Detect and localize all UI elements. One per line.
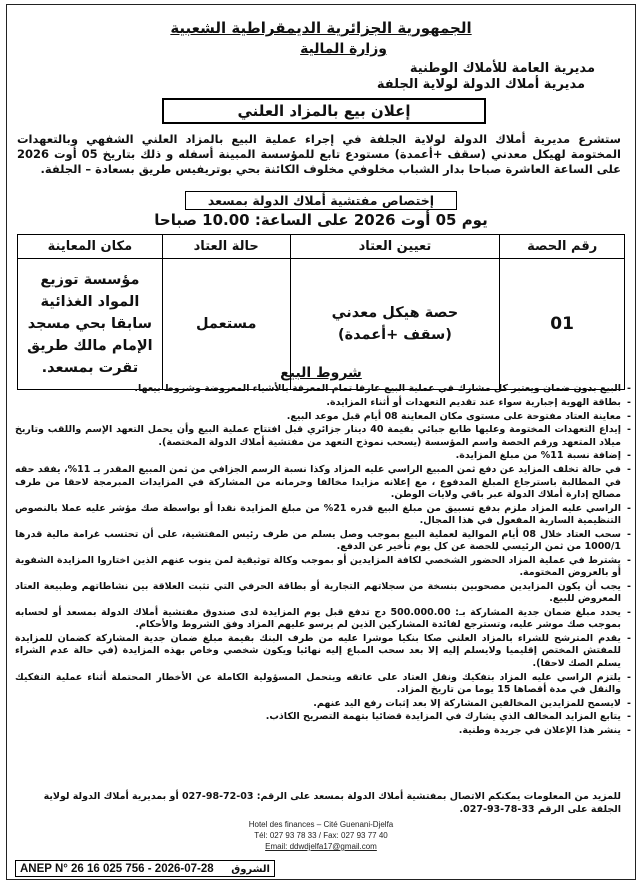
list-item: - ينشر هذا الإعلان في جريدة وطنية. <box>15 725 621 737</box>
list-item: - في حالة تخلف المزايد عن دفع ثمن المبيع الراسي عليه المزاد وكذا نسبة الرسم الجزافي من ثمن المبيع المقدر بـ 11%، يفقد حقه في المطالبة باسترجاع المبلغ المدفوع ، مع إعلانه مزايدا مخالفا وحرمانه من المشاركة في المزايدات المبرمجة لاحقا من طرف مصالح إدارة أملاك الدولة عبر باقي ولايات الوطن. <box>15 464 621 501</box>
lots-table-header <box>18 235 625 259</box>
auction-date: يوم 05 أوت 2026 على الساعة: 10.00 صباحا <box>154 211 488 229</box>
list-item: - سحب العتاد خلال 08 أيام الموالية لعملية البيع بموجب وصل يسلم من طرف رئيس المفتشية، على أن تحتسب غرامة مالية قدرها 1000/1 من ثمن الرئيسي للحصة عن كل يوم تأخير عن الدفع. <box>15 529 621 554</box>
lot-designation: حصة هيكل معدني (سقف +أعمدة) <box>290 259 500 390</box>
jurisdiction-label: إختصاص مفتشية أملاك الدولة بمسعد <box>185 191 457 210</box>
list-item: - يلتزم الراسي عليه المزاد بتفكيك ونقل العتاد على عاتقه ويتحمل المسؤولية الكاملة عن الأخطار المحتملة أثناء عملية التفكيك والنقل في مدة أقصاها 15 يوما من تاريخ المزاد. <box>15 672 621 697</box>
footer-phone: Tél: 027 93 78 33 / Fax: 027 93 77 40 <box>254 831 388 840</box>
notice-title: إعلان بيع بالمزاد العلني <box>162 98 486 124</box>
footer-contact <box>7 819 635 852</box>
header-republic: الجمهورية الجزائرية الديمقراطية الشعبية <box>170 19 472 37</box>
footer-address: Hotel des finances – Cité Guenani-Djelfa <box>248 820 394 829</box>
anep-reference <box>15 860 275 877</box>
col-lot-number: رقم الحصة <box>500 235 625 259</box>
col-location: مكان المعاينة <box>18 235 163 259</box>
list-item: - يتابع المزايد المخالف الذي يشارك في المزايدة قضائيا بتهمة التصريح الكاذب. <box>15 711 621 723</box>
header-directorate-general: مديرية العامة للأملاك الوطنية <box>409 61 595 76</box>
lot-location: مؤسسة توزيع المواد الغذائية سابقا بحي مسجد الإمام مالك طريق تقرت بمسعد. <box>18 259 163 390</box>
list-item: - البيع بدون ضمان ويعتبر كل مشارك في عملية البيع عارفا تمام المعرفة بالأشياء المعروضة وشروط بيعها. <box>15 383 621 395</box>
header-directorate-local: مديرية أملاك الدولة لولاية الجلفة <box>376 77 585 92</box>
list-item: - معاينة العتاد مفتوحة على مستوى مكان المعاينة 08 أيام قبل موعد البيع. <box>15 411 621 423</box>
list-item: - الراسي عليه المزاد ملزم بدفع تسبيق من مبلغ البيع قدره 21% من مبلغ المزايدة نقدا أو بواسطة صك مؤشر عليه عملا بالنصوص التنظيمية السارية المفعول في هذا المجال. <box>15 503 621 528</box>
list-item: - بطاقة الهوية إجبارية سواء عند تقديم التعهدات أو أثناء المزايدة. <box>15 397 621 409</box>
col-state: حالة العتاد <box>162 235 290 259</box>
list-item: - يجب أن يكون المزايدين مصحوبين بنسخة من سجلاتهم التجارية أو بطاقة الحرفي التي تثبت العلاقة بين نشاطاتهم وطبيعة العتاد المعروض للبيع. <box>15 581 621 606</box>
lot-state: مستعمل <box>162 259 290 390</box>
footer-email: Email: ddwdjelfa17@gmail.com <box>265 842 377 851</box>
header-ministry: وزارة المالية <box>300 41 387 57</box>
newspaper-name: الشروق <box>231 864 270 875</box>
anep-number: ANEP N° 26 16 025 756 - 2026-07-28 <box>20 863 214 875</box>
notice-intro: ستشرع مديرية أملاك الدولة لولاية الجلفة في إجراء عملية البيع بالمزاد العلني الشفهي وبالتعهدات المختومة لهيكل معدني (سقف +أعمدة) مستودع تابع للمؤسسة المبينة أسفله و ذلك بتاريخ 05 أوت 2026 على الساعة العاشرة صباحا بدار الشباب مخلوفي مخلوف الكائنة بحي بوتريفيس طريق بسعادة – الجلفة. <box>17 132 621 176</box>
list-item: - يقدم المترشح للشراء بالمزاد العلني صكا بنكيا موشرا عليه من طرف البنك بقيمة مبلغ ضمان جدية المشاركة كضمان للمزايدة للمفتش المختص إقليميا ولايسلم إليه إلا بعد سحب المباع إليه نهائيا ويكون شخصي وخاص بهذه المزايدة (في حالة عدم الشراء يسلم الصك لاحقا). <box>15 633 621 670</box>
conditions-title: شروط البيع <box>280 365 362 381</box>
lot-number: 01 <box>500 259 625 390</box>
notice-page <box>6 4 636 880</box>
col-designation: تعيين العتاد <box>290 235 500 259</box>
list-item: - يشترط في عملية المزاد الحضور الشخصي لكافة المزايدين أو بموجب وكالة توثيقية لمن ينوب عنهم الذين اختاروا المزايدة الشفوية أو بالعروض المختومة. <box>15 555 621 580</box>
list-item: - لايسمح للمزايدين المخالفين المشاركة إلا بعد إثبات رفع اليد عنهم. <box>15 698 621 710</box>
more-info: للمزيد من المعلومات يمكنكم الاتصال بمفتشية أملاك الدولة بمسعد على الرقم: 03-72-98-027 أو بمديرية أملاك الدولة لولاية الجلفة على الرقم 33-78-93-027. <box>43 791 621 815</box>
conditions-list <box>15 383 635 739</box>
list-item: - إيداع التعهدات المختومة وعليها طابع جبائي بقيمة 40 دينار جزائري قبل افتتاح عملية البيع وأن يحمل التعهد الإسم واللقب وتاريخ ميلاد المتعهد ورقم الحصة واسم المؤسسة (يسحب نموذج التعهد من مفتشية أملاك الدولة المختصة). <box>15 424 621 449</box>
list-item: - يحدد مبلغ ضمان جدية المشاركة بـ: 500.000.00 دج تدفع قبل يوم المزايدة لدى صندوق مفتشية أملاك الدولة بمسعد أو لحسابه بموجب صك موشر عليه، وتسترجع لفائدة المشاركين الذين لم يرسو عليهم المزاد وفق الشروط والأحكام. <box>15 607 621 632</box>
list-item: - إضافة نسبة 11% من مبلغ المزايدة. <box>15 450 621 462</box>
